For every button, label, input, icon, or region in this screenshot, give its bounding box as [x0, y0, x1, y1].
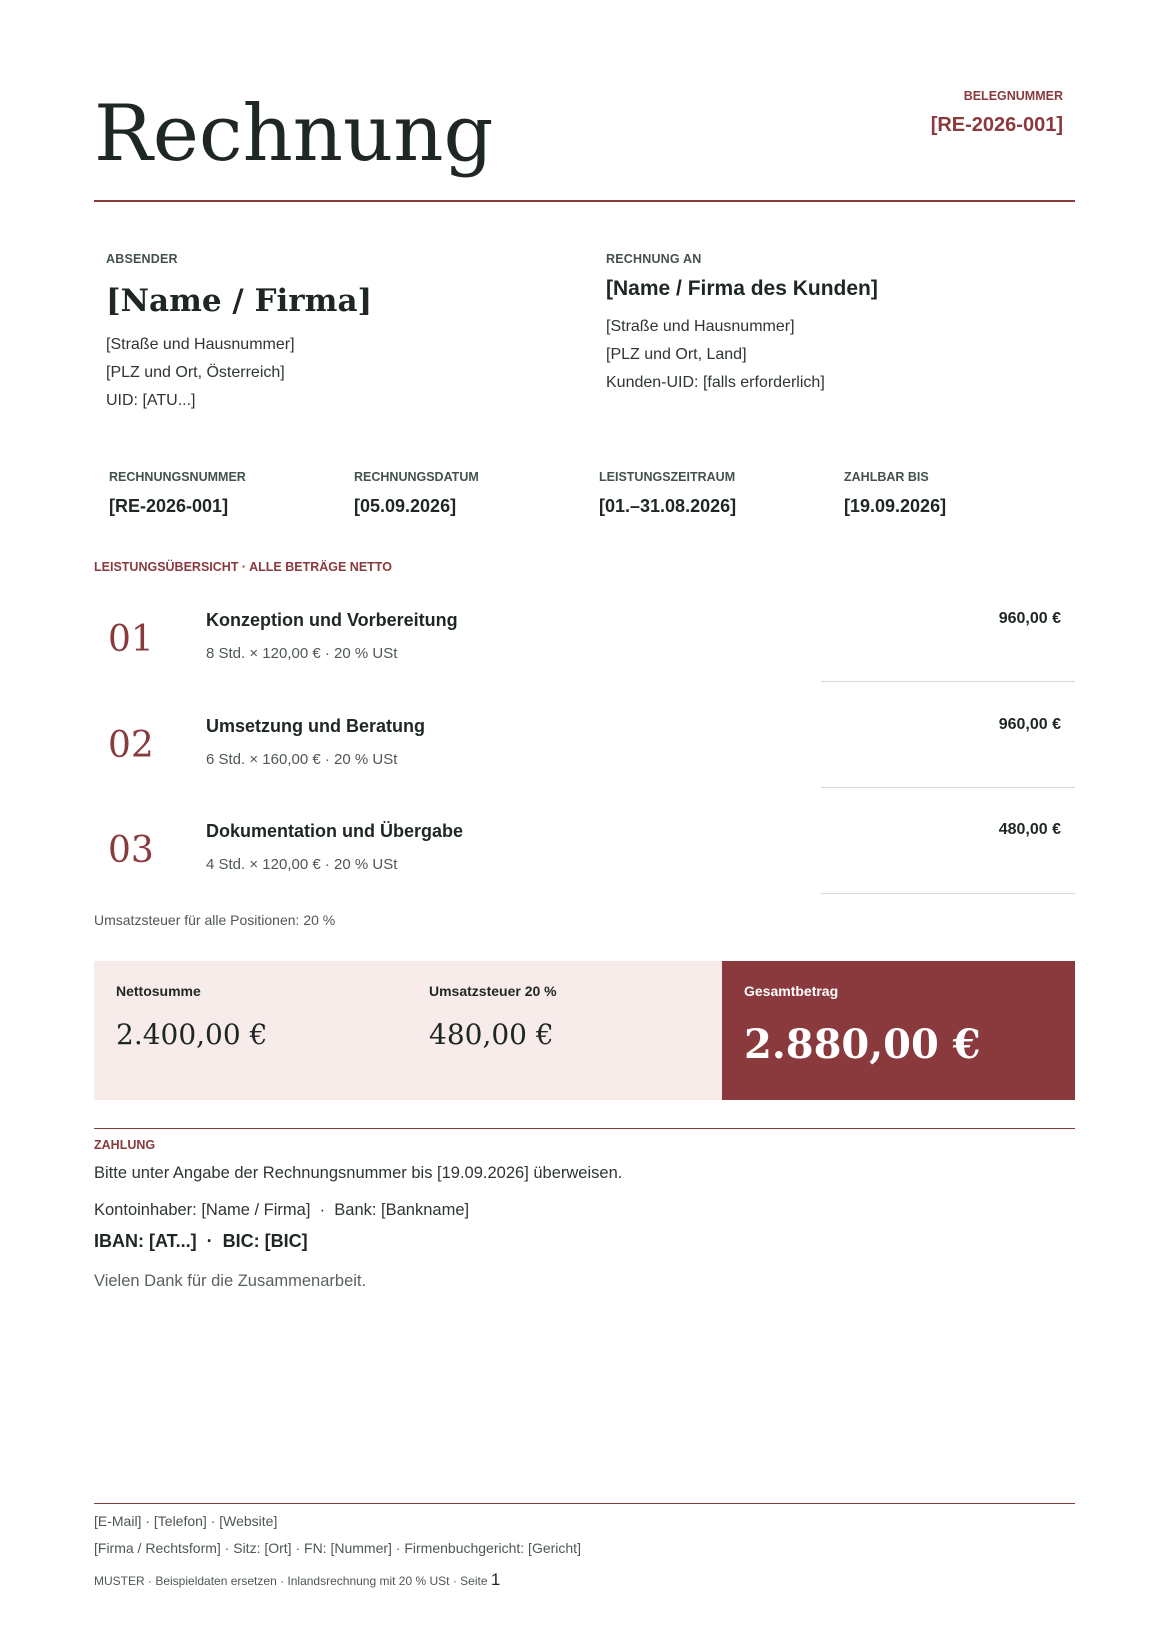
items-section-header: LEISTUNGSÜBERSICHT · ALLE BETRÄGE NETTO — [94, 560, 392, 574]
meta-value: [01.–31.08.2026] — [599, 496, 737, 516]
payment-label: ZAHLUNG — [94, 1138, 156, 1152]
sender-address-line: [PLZ und Ort, Österreich] — [106, 364, 285, 381]
meta-label: RECHNUNGSDATUM — [354, 470, 479, 484]
footer-divider — [94, 1503, 1075, 1504]
thank-you-note: Vielen Dank für die Zusammenarbeit. — [94, 1272, 367, 1290]
line-item — [94, 601, 1075, 707]
vat-note: Umsatzsteuer für alle Positionen: 20 % — [94, 912, 336, 928]
net-total-label: Nettosumme — [116, 983, 201, 999]
line-item — [94, 707, 1075, 813]
meta-service-period — [599, 470, 736, 517]
line-item-number: 03 — [108, 830, 154, 871]
line-item-amount: 960,00 € — [998, 716, 1061, 733]
meta-value: [RE-2026-001] — [109, 496, 229, 516]
belegnummer-label: BELEGNUMMER — [963, 89, 1063, 103]
meta-label: ZAHLBAR BIS — [844, 470, 929, 484]
payment-instructions: Bitte unter Angabe der Rechnungsnummer bis [19.09.2026] überweisen. — [94, 1164, 623, 1182]
vat-total-value: 480,00 € — [429, 1018, 554, 1051]
header-divider — [94, 200, 1075, 202]
belegnummer-value: [RE-2026-001] — [930, 114, 1063, 136]
line-item-title: Konzeption und Vorbereitung — [206, 610, 458, 630]
recipient-address — [606, 313, 825, 397]
meta-value: [05.09.2026] — [354, 496, 457, 516]
sender-name: [Name / Firma] — [106, 283, 373, 319]
meta-label: LEISTUNGSZEITRAUM — [599, 470, 736, 484]
recipient-name: [Name / Firma des Kunden] — [606, 277, 878, 300]
grand-total-label: Gesamtbetrag — [744, 983, 839, 999]
sender-uid: UID: [ATU...] — [106, 392, 196, 409]
sender-address-line: [Straße und Hausnummer] — [106, 336, 295, 353]
line-item-detail: 6 Std. × 160,00 € · 20 % USt — [206, 751, 398, 768]
footer-company-info: [Firma / Rechtsform] · Sitz: [Ort] · FN: [Nummer] · Firmenbuchgericht: [Gericht] — [94, 1540, 581, 1556]
iban-bic: IBAN: [AT...] · BIC: [BIC] — [94, 1231, 308, 1251]
sender-address — [106, 331, 295, 415]
bank-details: Kontoinhaber: [Name / Firma] · Bank: [Bankname] — [94, 1201, 470, 1219]
totals-panel — [94, 961, 1075, 1100]
page-number: 1 — [490, 1570, 501, 1589]
line-item-divider — [821, 681, 1075, 682]
line-item-detail: 8 Std. × 120,00 € · 20 % USt — [206, 645, 398, 662]
recipient-address-line: [Straße und Hausnummer] — [606, 318, 795, 335]
vat-total-label: Umsatzsteuer 20 % — [429, 983, 557, 999]
net-total-value: 2.400,00 € — [116, 1018, 268, 1051]
meta-invoice-date — [354, 470, 479, 517]
sender-label: ABSENDER — [106, 252, 178, 266]
line-item-number: 02 — [108, 725, 154, 766]
meta-value: [19.09.2026] — [844, 496, 947, 516]
net-total — [94, 961, 407, 1100]
grand-total-value: 2.880,00 € — [744, 1021, 981, 1068]
line-item-divider — [821, 787, 1075, 788]
meta-due-date — [844, 470, 946, 517]
grand-total — [722, 961, 1075, 1100]
line-item-divider — [821, 893, 1075, 894]
payment-divider — [94, 1128, 1075, 1129]
footer-note — [94, 1570, 500, 1590]
recipient-uid: Kunden-UID: [falls erforderlich] — [606, 374, 825, 391]
line-item-amount: 960,00 € — [998, 610, 1061, 627]
recipient-label: RECHNUNG AN — [606, 252, 702, 266]
line-item — [94, 812, 1075, 918]
footer-note-text: MUSTER · Beispieldaten ersetzen · Inlandsrechnung mit 20 % USt · Seite — [94, 1574, 491, 1588]
line-item-detail: 4 Std. × 120,00 € · 20 % USt — [206, 856, 398, 873]
page-title: Rechnung — [94, 89, 494, 179]
footer-contact: [E-Mail] · [Telefon] · [Website] — [94, 1513, 278, 1529]
line-item-number: 01 — [108, 619, 154, 660]
line-item-amount: 480,00 € — [998, 821, 1061, 838]
meta-label: RECHNUNGSNUMMER — [109, 470, 246, 484]
vat-total — [407, 961, 722, 1100]
line-item-title: Dokumentation und Übergabe — [206, 821, 464, 841]
meta-invoice-number — [109, 470, 246, 517]
line-item-title: Umsetzung und Beratung — [206, 716, 425, 736]
recipient-address-line: [PLZ und Ort, Land] — [606, 346, 747, 363]
